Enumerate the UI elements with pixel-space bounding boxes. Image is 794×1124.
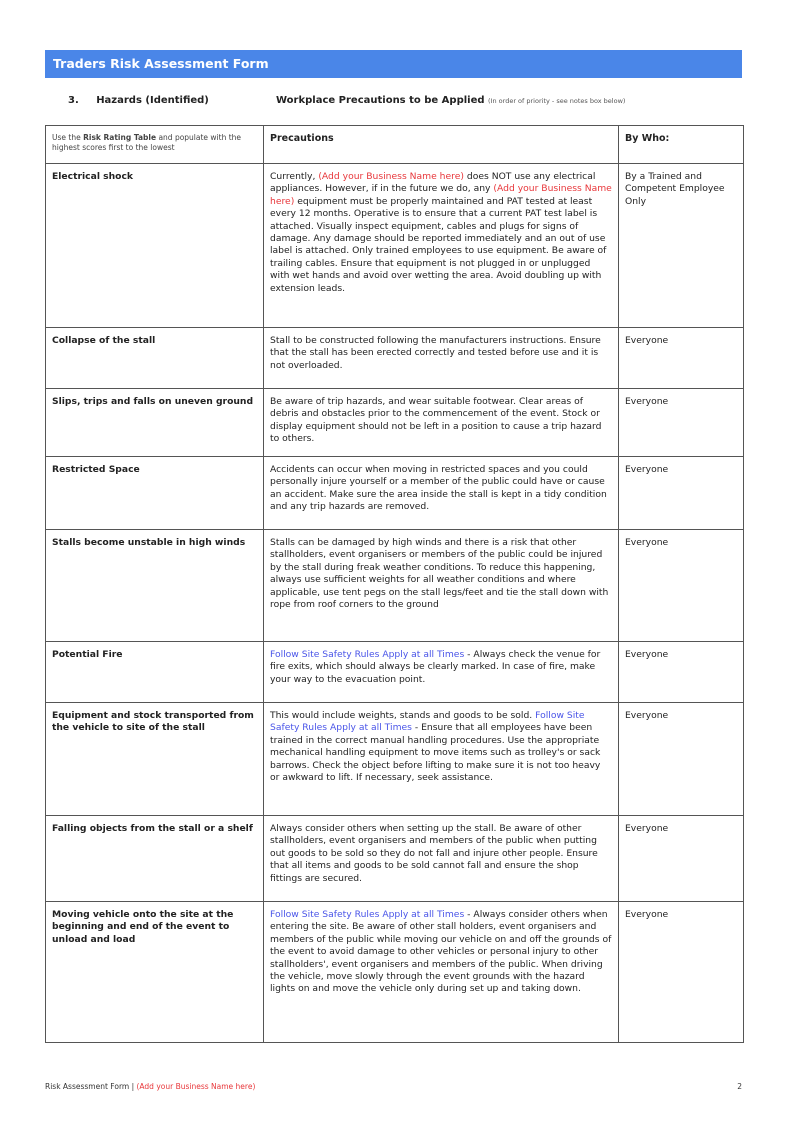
hint-text: Use the (52, 133, 84, 142)
hint-bold: Risk Rating Table (83, 133, 157, 142)
precaution-text: - Always check the venue for fire exits, which should always be clearly marked. In case of fire, make your way to the evacuation point. (270, 649, 601, 685)
precaution-text: Stalls can be damaged by high winds and there is a risk that other stallholders, event organisers or members of the public could be injured by the stall during freak weather conditions. To reduce this happening, always use sufficient weights for all weather conditions and where applicable, use tent pegs on the stall legs/feet and tie the stall down with rope from roof corners to the ground (270, 537, 609, 611)
by-who-cell: Everyone (619, 457, 744, 530)
hazard-cell: Moving vehicle onto the site at the beginning and end of the event to unload and load (46, 902, 264, 1043)
highlighted-text: (Add your Business Name here) (318, 171, 464, 182)
risk-table (45, 125, 744, 1043)
section-hazards (68, 95, 209, 106)
highlighted-text: Follow Site Safety Rules Apply at all Times (270, 710, 585, 734)
by-who-cell: Everyone (619, 703, 744, 816)
hazard-cell: Equipment and stock transported from the vehicle to site of the stall (46, 703, 264, 816)
precaution-text: Always consider others when setting up the stall. Be aware of other stallholders, event organisers and members of the public when putting out goods to be sold so they do not fall and injure other people. Ensure that all items and goods to be sold cannot fall and ensure the shop fittings are secured. (270, 823, 598, 884)
precaution-cell (264, 328, 619, 389)
section-label: Hazards (Identified) (96, 95, 209, 106)
table-row (46, 389, 744, 457)
by-who-cell: Everyone (619, 902, 744, 1043)
by-who-cell: Everyone (619, 642, 744, 703)
by-who-cell: By a Trained and Competent Employee Only (619, 164, 744, 328)
highlighted-text: (Add your Business Name here) (270, 183, 612, 207)
precaution-text: Accidents can occur when moving in restricted spaces and you could personally injure yourself or a member of the public could have or cause an accident. Make sure the area inside the stall is kept in a tidy condition and any trip hazards are removed. (270, 464, 607, 513)
section-heading: Workplace Precautions to be Applied (276, 95, 485, 106)
highlighted-text: Follow Site Safety Rules Apply at all Times (270, 909, 465, 920)
by-who-cell: Everyone (619, 530, 744, 642)
hazard-cell: Electrical shock (46, 164, 264, 328)
page-number: 2 (737, 1082, 742, 1091)
hazard-cell: Collapse of the stall (46, 328, 264, 389)
precaution-cell (264, 530, 619, 642)
footer-label: Risk Assessment Form | (45, 1082, 137, 1091)
precaution-text: Stall to be constructed following the manufacturers instructions. Ensure that the stall has been erected correctly and tested before use and it is not overloaded. (270, 335, 601, 371)
precaution-cell (264, 642, 619, 703)
table-row (46, 164, 744, 328)
form-title: Traders Risk Assessment Form (45, 50, 742, 78)
section-note: (In order of priority - see notes box below) (488, 97, 626, 105)
precaution-text: Be aware of trip hazards, and wear suitable footwear. Clear areas of debris and obstacles prior to the commencement of the event. Stock or display equipment should not be left in a position to cause a trip hazard to others. (270, 396, 602, 445)
hazard-column-header (46, 126, 264, 164)
precaution-text: This would include weights, stands and goods to be sold. (270, 710, 536, 721)
by-who-column-header: By Who: (619, 126, 744, 164)
hazard-cell: Falling objects from the stall or a shelf (46, 816, 264, 902)
footer-business-name: (Add your Business Name here) (136, 1082, 256, 1091)
precaution-cell (264, 457, 619, 530)
precaution-text: equipment must be properly maintained and PAT tested at least every 12 months. Operative is to ensure that a current PAT test label is attached. Visually inspect equipment, cables and plugs for signs of damage. Any damage should be reported immediately and an out of use label is attached. Only trained employees to use equipment. Be aware of trailing cables. Ensure that equipment is not plugged in or unplugged with wet hands and avoid over wetting the area. Avoid doubling up with extension leads. (270, 195, 607, 294)
precaution-cell (264, 703, 619, 816)
table-row (46, 530, 744, 642)
precaution-text: Currently, (270, 171, 319, 182)
table-row (46, 816, 744, 902)
by-who-cell: Everyone (619, 389, 744, 457)
precaution-text: does NOT use any electrical appliances. However, if in the future we do, any (270, 171, 596, 195)
table-row (46, 642, 744, 703)
precaution-cell (264, 902, 619, 1043)
by-who-cell: Everyone (619, 328, 744, 389)
precaution-text: - Always consider others when entering the site. Be aware of other stall holders, event organisers and members of the public while moving our vehicle on and off the grounds of the event to avoid damage to other vehicles or personal injury to other stallholders', event organisers and members of the public. When driving the vehicle, move slowly through the event grounds with the hazard lights on and move the vehicle only during set up and taking down. (270, 909, 612, 995)
by-who-cell: Everyone (619, 816, 744, 902)
table-row (46, 328, 744, 389)
precaution-text: - Ensure that all employees have been trained in the correct manual handling procedures. Use the appropriate mechanical handling equipment to move items such as trolley's or sack barrows. Check the object before lifting to make sure it is not too heavy or awkward to lift. If necessary, seek assistance. (270, 722, 601, 784)
precaution-cell (264, 389, 619, 457)
section-precautions (276, 95, 625, 106)
hazard-cell: Slips, trips and falls on uneven ground (46, 389, 264, 457)
hazard-cell: Restricted Space (46, 457, 264, 530)
precautions-column-header: Precautions (264, 126, 619, 164)
hazard-cell: Stalls become unstable in high winds (46, 530, 264, 642)
hazard-cell: Potential Fire (46, 642, 264, 703)
footer (45, 1082, 742, 1091)
precaution-cell (264, 164, 619, 328)
table-row (46, 703, 744, 816)
hint-text: and populate with the highest scores first to the lowest (52, 133, 242, 152)
table-row (46, 457, 744, 530)
precaution-cell (264, 816, 619, 902)
section-number: 3. (68, 95, 79, 106)
table-row (46, 902, 744, 1043)
highlighted-text: Follow Site Safety Rules Apply at all Times (270, 649, 465, 660)
